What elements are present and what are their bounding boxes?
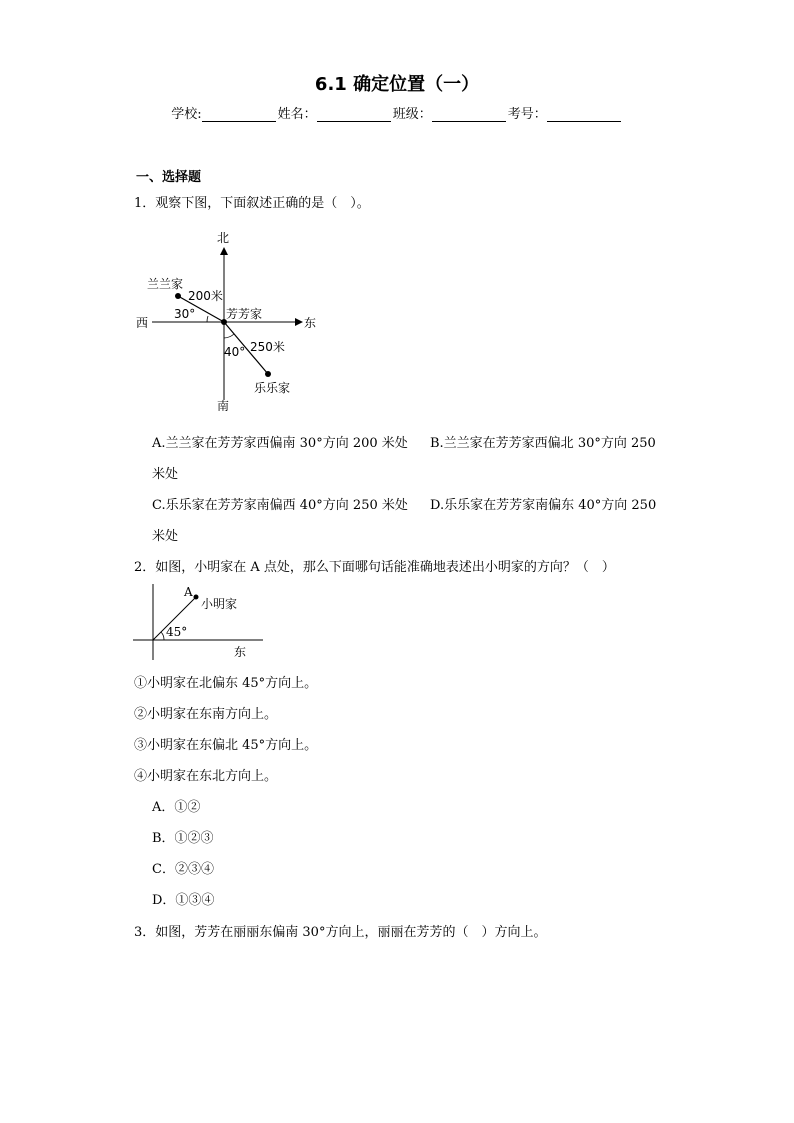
q2-option-d[interactable]: D．①③④ <box>152 893 215 908</box>
q1-option-a[interactable]: A.兰兰家在芳芳家西偏南 30°方向 200 米处 <box>152 436 408 451</box>
south-label: 南 <box>217 399 230 413</box>
angle-arc-40 <box>224 334 234 338</box>
q2-statement-3: ③小明家在东偏北 45°方向上。 <box>134 738 318 753</box>
exam-no-label: 考号： <box>507 107 547 122</box>
lan-point <box>175 293 181 299</box>
q2-direction-diagram <box>133 584 263 660</box>
q1-option-d[interactable]: D.乐乐家在芳芳家南偏东 40°方向 250 <box>430 498 657 513</box>
q2-statement-2: ②小明家在东南方向上。 <box>134 707 278 722</box>
q1-option-c[interactable]: C.乐乐家在芳芳家南偏西 40°方向 250 米处 <box>152 498 408 513</box>
le-home-label: 乐乐家 <box>254 381 291 395</box>
lan-home-label: 兰兰家 <box>147 277 184 291</box>
page-title: 6.1 确定位置（一） <box>314 74 480 95</box>
q2-angle-arc <box>161 632 164 640</box>
point-a <box>194 595 199 600</box>
north-label: 北 <box>217 231 230 245</box>
q2-option-b[interactable]: B．①②③ <box>152 831 214 846</box>
q2-stem: 2．如图，小明家在 A 点处，那么下面哪句话能准确地表述出小明家的方向？（ ） <box>134 560 615 575</box>
fang-home-label: 芳芳家 <box>226 307 263 321</box>
q2-statement-1: ①小明家在北偏东 45°方向上。 <box>134 676 318 691</box>
name-label: 姓名： <box>277 107 317 122</box>
q1-option-b[interactable]: B.兰兰家在芳芳家西偏北 30°方向 250 <box>430 436 656 451</box>
west-label: 西 <box>136 316 149 330</box>
angle-arc-30 <box>207 316 208 322</box>
q1-stem: 1．观察下图，下面叙述正确的是（ ）。 <box>134 196 370 211</box>
q2-statement-4: ④小明家在东北方向上。 <box>134 769 278 784</box>
class-label: 班级： <box>392 107 432 122</box>
angle-45-label: 45° <box>166 625 188 639</box>
xiaoming-home-label: 小明家 <box>201 597 238 611</box>
angle-40-label: 40° <box>224 345 246 359</box>
school-label: 学校: <box>171 107 202 122</box>
dist-lan-label: 200米 <box>188 289 223 303</box>
q1-compass-diagram <box>136 231 316 413</box>
q2-option-c[interactable]: C．②③④ <box>152 862 214 877</box>
east-label: 东 <box>304 316 317 330</box>
le-point <box>265 371 271 377</box>
q2-east-label: 东 <box>234 645 247 659</box>
q2-option-a[interactable]: A．①② <box>152 800 201 815</box>
point-a-label: A <box>184 585 193 599</box>
section-title: 一、选择题 <box>136 170 202 185</box>
q1-option-d-cont: 米处 <box>152 529 179 544</box>
q3-stem: 3．如图，芳芳在丽丽东偏南 30°方向上，丽丽在芳芳的（ ）方向上。 <box>134 925 547 940</box>
dist-le-label: 250米 <box>250 340 285 354</box>
angle-30-label: 30° <box>174 307 196 321</box>
q1-option-b-cont: 米处 <box>152 467 179 482</box>
